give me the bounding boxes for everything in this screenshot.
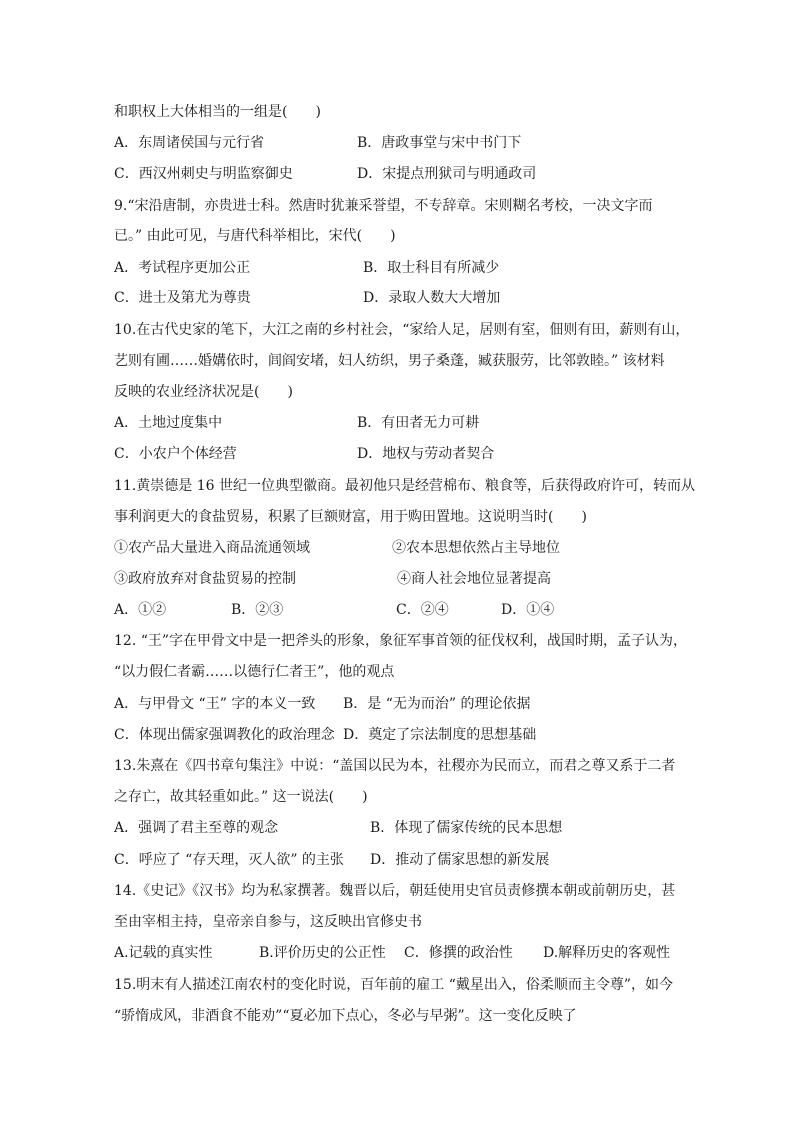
q11-option-b: B．②③ (231, 602, 284, 618)
q13-stem-line2: 之存亡，故其轻重如此。” 这一说法( ) (114, 789, 368, 805)
q8-option-a: A．东周诸侯国与元行省 (114, 135, 265, 151)
q10-option-a: A．土地过度集中 (114, 415, 223, 431)
q8-stem: 和职权上大体相当的一组是( ) (114, 104, 321, 120)
q15-stem-line2: “骄惰成风，非酒食不能劝”“夏必加下点心，冬必与早粥”。这一变化反映了 (114, 1008, 577, 1024)
q9-option-d: D．录取人数大大增加 (363, 290, 501, 306)
q10-stem-line1: 10.在古代史家的笔下，大江之南的乡村社会，“家给人足，居则有室，佃则有田，薪则有山， (114, 322, 690, 338)
q8-option-b: B．唐政事堂与宋中书门下 (357, 135, 522, 151)
q12-option-a: A．与甲骨文 “王” 字的本义一致 (114, 696, 316, 712)
q11-statement-2: ②农本思想依然占主导地位 (392, 540, 560, 556)
q13-stem-line1: 13.朱熹在《四书章句集注》中说：“盖国以民为本，社稷亦为民而立，而君之尊又系于二者 (114, 758, 676, 774)
q8-option-d: D．宋提点刑狱司与明通政司 (357, 166, 537, 182)
q10-option-b: B．有田者无力可耕 (357, 415, 480, 431)
q14-option-a: A.记载的真实性 (114, 945, 213, 961)
q12-stem-line2: “以力假仁者霸……以德行仁者王”，他的观点 (114, 664, 395, 680)
q10-stem-line2: 艺则有圃……婚媾依时，闾阎安堵，妇人纺织，男子桑蓬，臧获服劳，比邻敦睦。” 该材料 (114, 353, 665, 369)
q11-statement-4: ④商人社会地位显著提高 (397, 571, 551, 587)
q10-option-c: C．小农户个体经营 (114, 446, 237, 462)
q14-option-b: B.评价历史的公正性 (259, 945, 386, 961)
q9-option-c: C．进士及第尤为尊贵 (114, 290, 251, 306)
q11-option-c: C．②④ (396, 602, 449, 618)
q11-statement-1: ①农产品大量进入商品流通领域 (114, 540, 310, 556)
q10-option-d: D．地权与劳动者契合 (357, 446, 495, 462)
q13-option-a: A．强调了君主至尊的观念 (114, 820, 279, 836)
q11-stem-line1: 11.黄崇德是 16 世纪一位典型徽商。最初他只是经营棉布、粮食等，后获得政府许可，转而从 (114, 478, 695, 494)
q12-option-b: B．是 “无为而治” 的理论依据 (343, 696, 531, 712)
q11-option-a: A．①② (114, 602, 167, 618)
q14-stem-line2: 至由宰相主持，皇帝亲自参与，这反映出官修史书 (114, 914, 422, 930)
q13-option-b: B．体现了儒家传统的民本思想 (370, 820, 563, 836)
q11-statement-3: ③政府放弃对食盐贸易的控制 (114, 571, 296, 587)
q15-stem-line1: 15.明末有人描述江南农村的变化时说，百年前的雇工 “戴星出入，俗柔顺而主令尊”，如今 (114, 977, 674, 993)
q11-option-d: D．①④ (501, 602, 555, 618)
q9-stem-line1: 9.“宋沿唐制，亦贵进士科。然唐时犹兼采誉望，不专辞章。宋则糊名考校，一决文字而 (114, 198, 653, 214)
q12-option-c: C．体现出儒家强调教化的政治理念 (114, 727, 335, 743)
q9-stem-line2: 已。” 由此可见，与唐代科举相比，宋代( ) (114, 228, 396, 244)
q14-option-d: D.解释历史的客观性 (543, 945, 671, 961)
q13-option-d: D．推动了儒家思想的新发展 (370, 852, 550, 868)
q11-stem-line2: 事利润更大的食盐贸易，积累了巨额财富，用于购田置地。这说明当时( ) (114, 509, 587, 525)
q9-option-b: B．取士科目有所减少 (363, 260, 500, 276)
q12-option-d: D．奠定了宗法制度的思想基础 (343, 727, 537, 743)
q10-stem-line3: 反映的农业经济状况是( ) (114, 384, 293, 400)
q14-stem-line1: 14.《史记》《汉书》均为私家撰著。魏晋以后，朝廷使用史官员责修撰本朝或前朝历史，甚 (114, 883, 676, 899)
q8-option-c: C．西汉州刺史与明监察御史 (114, 166, 293, 182)
q12-stem-line1: 12. “王”字在甲骨文中是一把斧头的形象，象征军事首领的征伐权利，战国时期，孟子认为， (114, 633, 688, 649)
q14-option-c: C．修撰的政治性 (404, 945, 513, 961)
q9-option-a: A．考试程序更加公正 (114, 260, 251, 276)
q13-option-c: C．呼应了 “存天理，灭人欲” 的主张 (114, 852, 344, 868)
